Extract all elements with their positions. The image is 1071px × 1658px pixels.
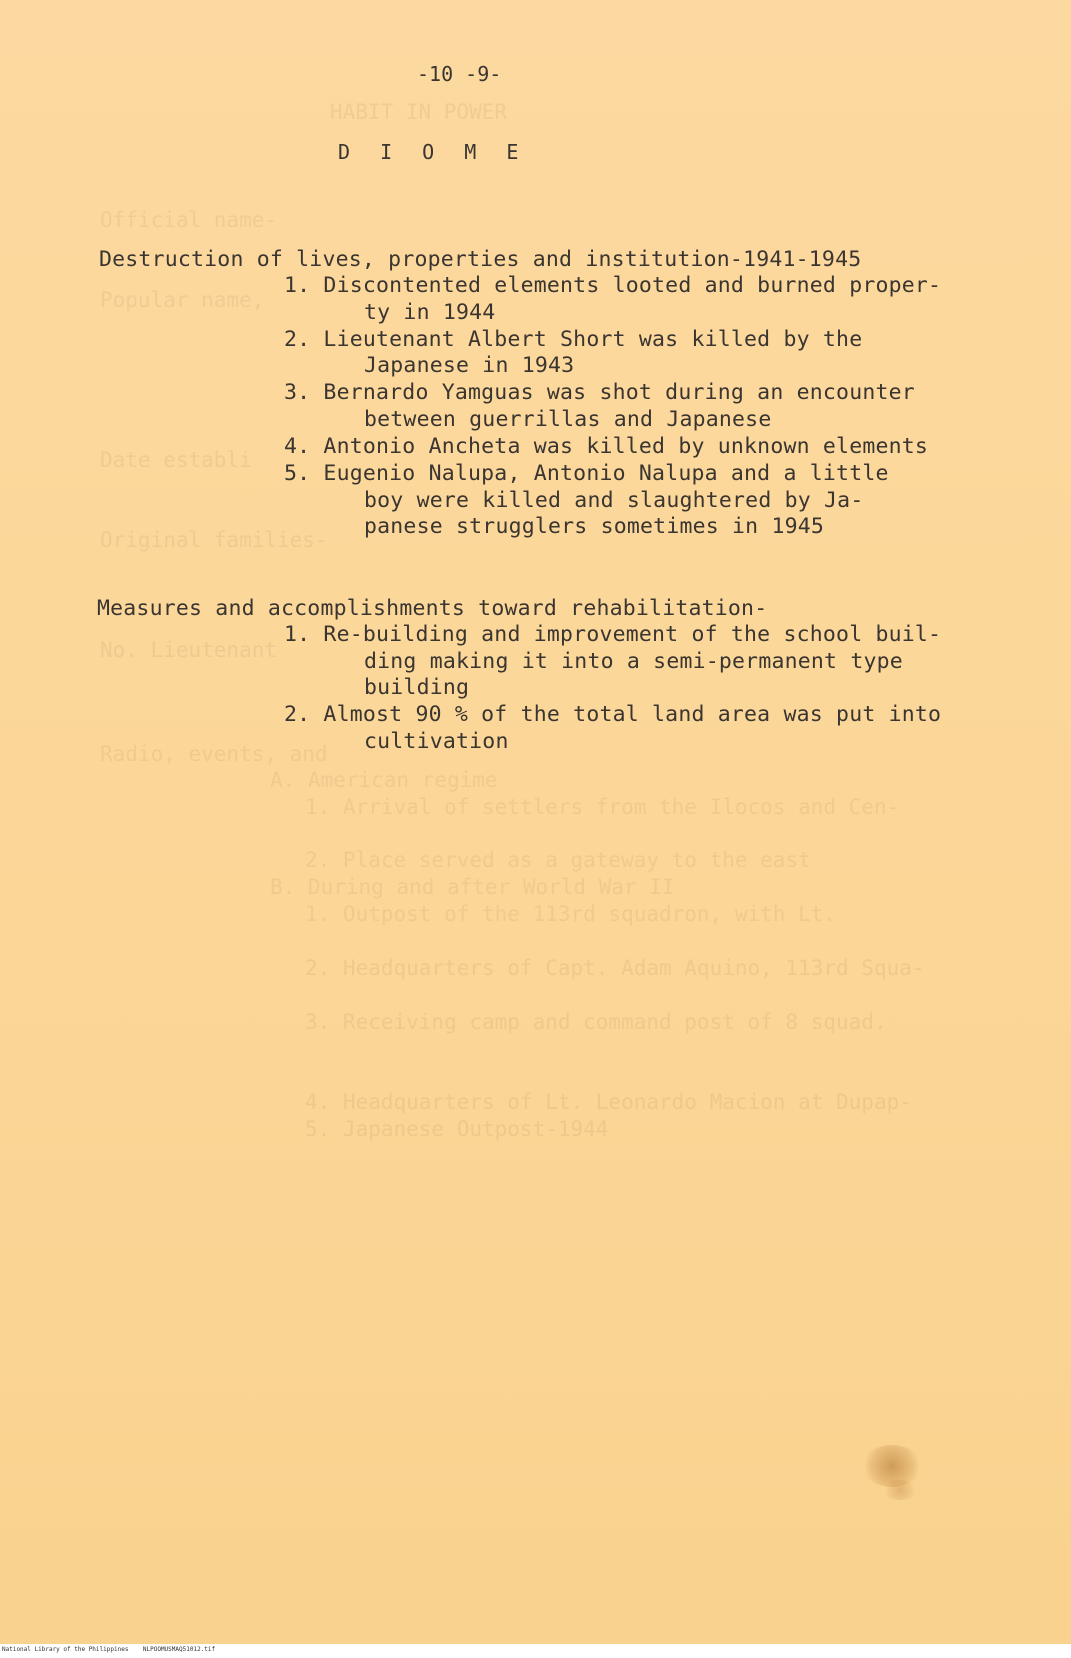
- bleed-through-text: B. During and after World War II: [270, 875, 675, 899]
- list-item: 2. Almost 90 % of the total land area was put into: [284, 702, 942, 727]
- bleed-through-text: Popular name,: [100, 288, 265, 312]
- bleed-through-text: Date establi: [100, 448, 252, 472]
- list-item-continuation: building: [364, 675, 470, 700]
- bleed-through-text: 5. Japanese Outpost-1944: [305, 1117, 609, 1141]
- bleed-through-text: Radio, events, and: [100, 742, 328, 766]
- section-heading-destruction: Destruction of lives, properties and institution-1941-1945: [99, 247, 862, 272]
- list-item-continuation: ding making it into a semi-permanent type: [364, 649, 903, 674]
- bleed-through-text: Original families-: [100, 528, 328, 552]
- list-item-continuation: ty in 1944: [364, 300, 496, 325]
- list-item-continuation: Japanese in 1943: [364, 353, 575, 378]
- list-item: 3. Bernardo Yamguas was shot during an encounter: [284, 380, 915, 405]
- list-item: 1. Re-building and improvement of the school buil-: [284, 622, 942, 647]
- bleed-through-text: HABIT IN POWER: [330, 100, 508, 124]
- bleed-through-text: No. Lieutenant: [100, 638, 278, 662]
- water-stain: [880, 1480, 920, 1500]
- scan-footer-caption: National Library of the Philippines NLPOOMUSMAQ51012.tif: [2, 1646, 216, 1653]
- bleed-through-text: 2. Headquarters of Capt. Adam Aquino, 113rd Squa-: [305, 956, 925, 980]
- bleed-through-text: 4. Headquarters of Lt. Leonardo Macion at Dupap-: [305, 1090, 912, 1114]
- bleed-through-text: Official name-: [100, 208, 278, 232]
- list-item-continuation: boy were killed and slaughtered by Ja-: [364, 488, 864, 513]
- list-item-continuation: between guerrillas and Japanese: [364, 407, 772, 432]
- bleed-through-text: A. American regime: [270, 768, 498, 792]
- list-item-continuation: panese strugglers sometimes in 1945: [364, 514, 825, 539]
- bleed-through-text: 1. Outpost of the 113rd squadron, with Lt.: [305, 902, 837, 926]
- bleed-through-text: 2. Place served as a gateway to the east: [305, 848, 811, 872]
- list-item: 1. Discontented elements looted and burned proper-: [284, 273, 942, 298]
- page-number: -10 -9-: [417, 62, 502, 86]
- bleed-through-text: 1. Arrival of settlers from the Ilocos and Cen-: [305, 795, 900, 819]
- bleed-through-text: 3. Receiving camp and command post of 8 squad.: [305, 1010, 887, 1034]
- list-item: 2. Lieutenant Albert Short was killed by the: [284, 327, 863, 352]
- list-item: 4. Antonio Ancheta was killed by unknown elements: [284, 434, 929, 459]
- list-item: 5. Eugenio Nalupa, Antonio Nalupa and a little: [284, 461, 889, 486]
- section-heading-measures: Measures and accomplishments toward rehabilitation-: [97, 596, 768, 621]
- list-item-continuation: cultivation: [364, 729, 509, 754]
- page-title: D I O M E: [338, 140, 528, 164]
